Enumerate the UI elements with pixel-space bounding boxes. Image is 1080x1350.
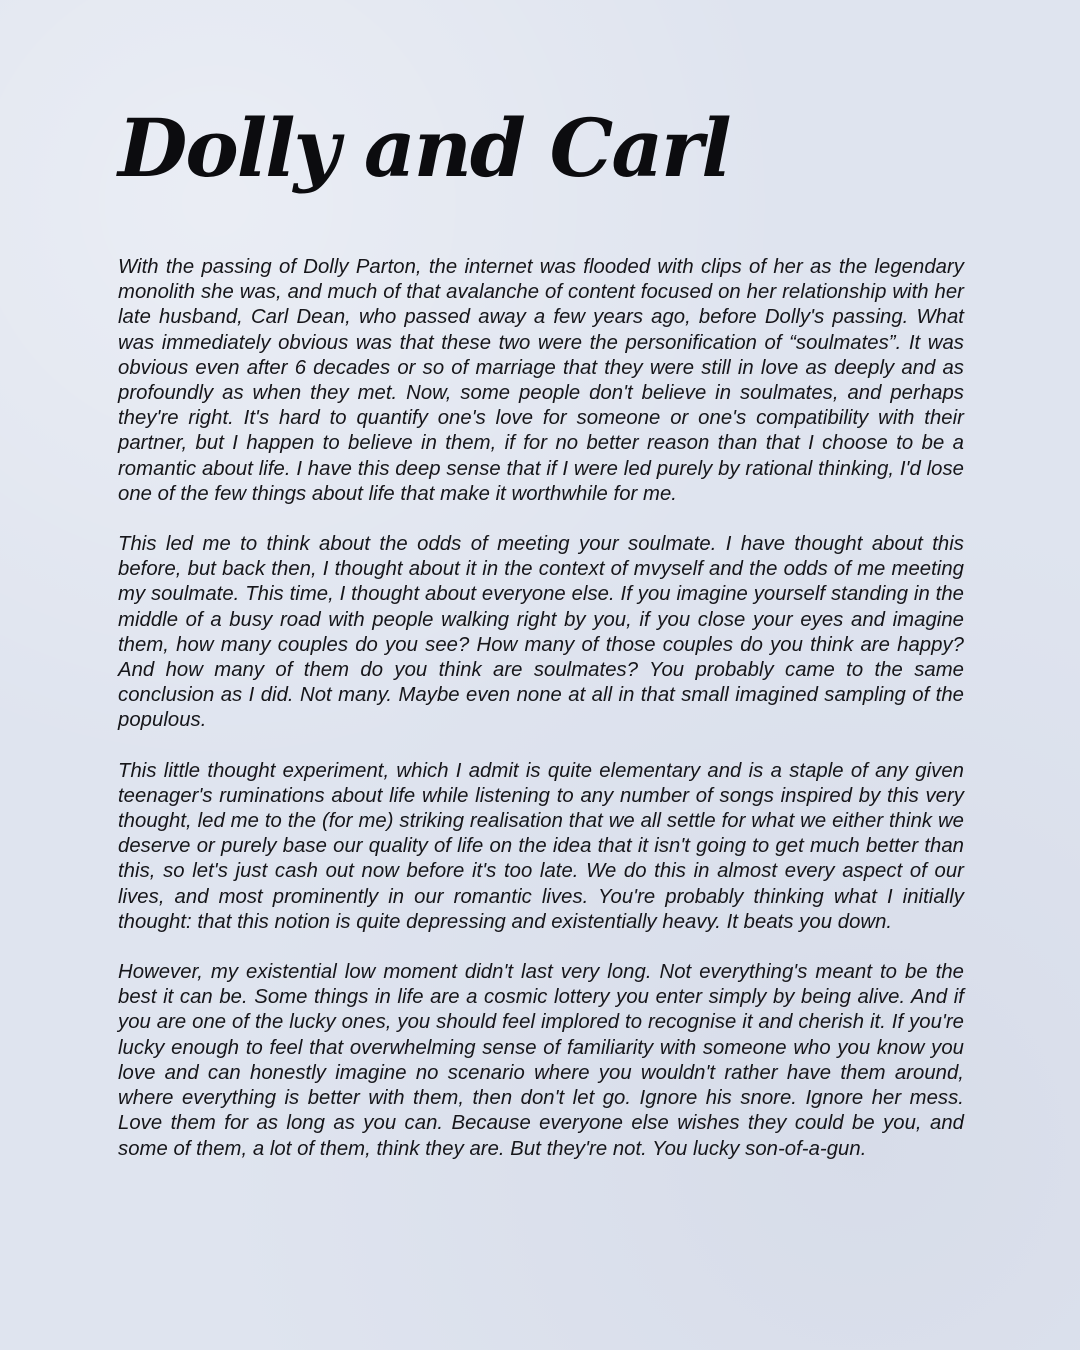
paragraph-4: However, my existential low moment didn't last very long. Not everything's meant to be the best it can be. Some things in life are a cosmic lottery you enter simply by being alive. And if you are one of the lucky ones, you should feel implored to recognise it and cherish it. If you're lucky enough to feel that overwhelming sense of familiarity with someone who you know you love and can honestly imagine no scenario where you wouldn't rather have them around, where everything is better with them, then don't let go. Ignore his snore. Ignore her mess. Love them for as long as you can. Because everyone else wishes they could be you, and some of them, a lot of them, think they are. But they're not. You lucky son-of-a-gun.: [118, 961, 964, 1160]
paragraph-2: This led me to think about the odds of meeting your soulmate. I have thought about this before, but back then, I thought about it in the context of mvyself and the odds of me meeting my soulmate. This time, I thought about everyone else. If you imagine yourself standing in the middle of a busy road with people walking right by you, if you close your eyes and imagine them, how many couples do you see? How many of those couples do you think are happy? And how many of them do you think are soulmates? You probably came to the same conclusion as I did. Not many. Maybe even none at all in that small imagined sampling of the populous.: [118, 533, 964, 732]
page-title: Dolly and Carl: [118, 101, 730, 195]
paragraph-3: This little thought experiment, which I admit is quite elementary and is a staple of any given teenager's ruminations about life while listening to any number of songs inspired by this very thought, led me to the (for me) striking realisation that we all settle for what we either think we deserve or purely base our quality of life on the idea that it isn't going to get much better than this, so let's just cash out now before it's too late. We do this in almost every aspect of our lives, and most prominently in our romantic lives. You're probably thinking what I initially thought: that this notion is quite depressing and existentially heavy. It beats you down.: [118, 759, 964, 933]
article-body: [118, 255, 964, 1187]
paragraph-1: With the passing of Dolly Parton, the internet was flooded with clips of her as the legendary monolith she was, and much of that avalanche of content focused on her relationship with her late husband, Carl Dean, who passed away a few years ago, before Dolly's passing. What was immediately obvious was that these two were the personification of “soulmates”. It was obvious even after 6 decades or so of marriage that they were still in love as deeply and as profoundly as when they met. Now, some people don't believe in soulmates, and perhaps they're right. It's hard to quantify one's love for someone or one's compatibility with their partner, but I happen to believe in them, if for no better reason than that I choose to be a romantic about life. I have this deep sense that if I were led purely by rational thinking, I'd lose one of the few things about life that make it worthwhile for me.: [118, 256, 964, 505]
